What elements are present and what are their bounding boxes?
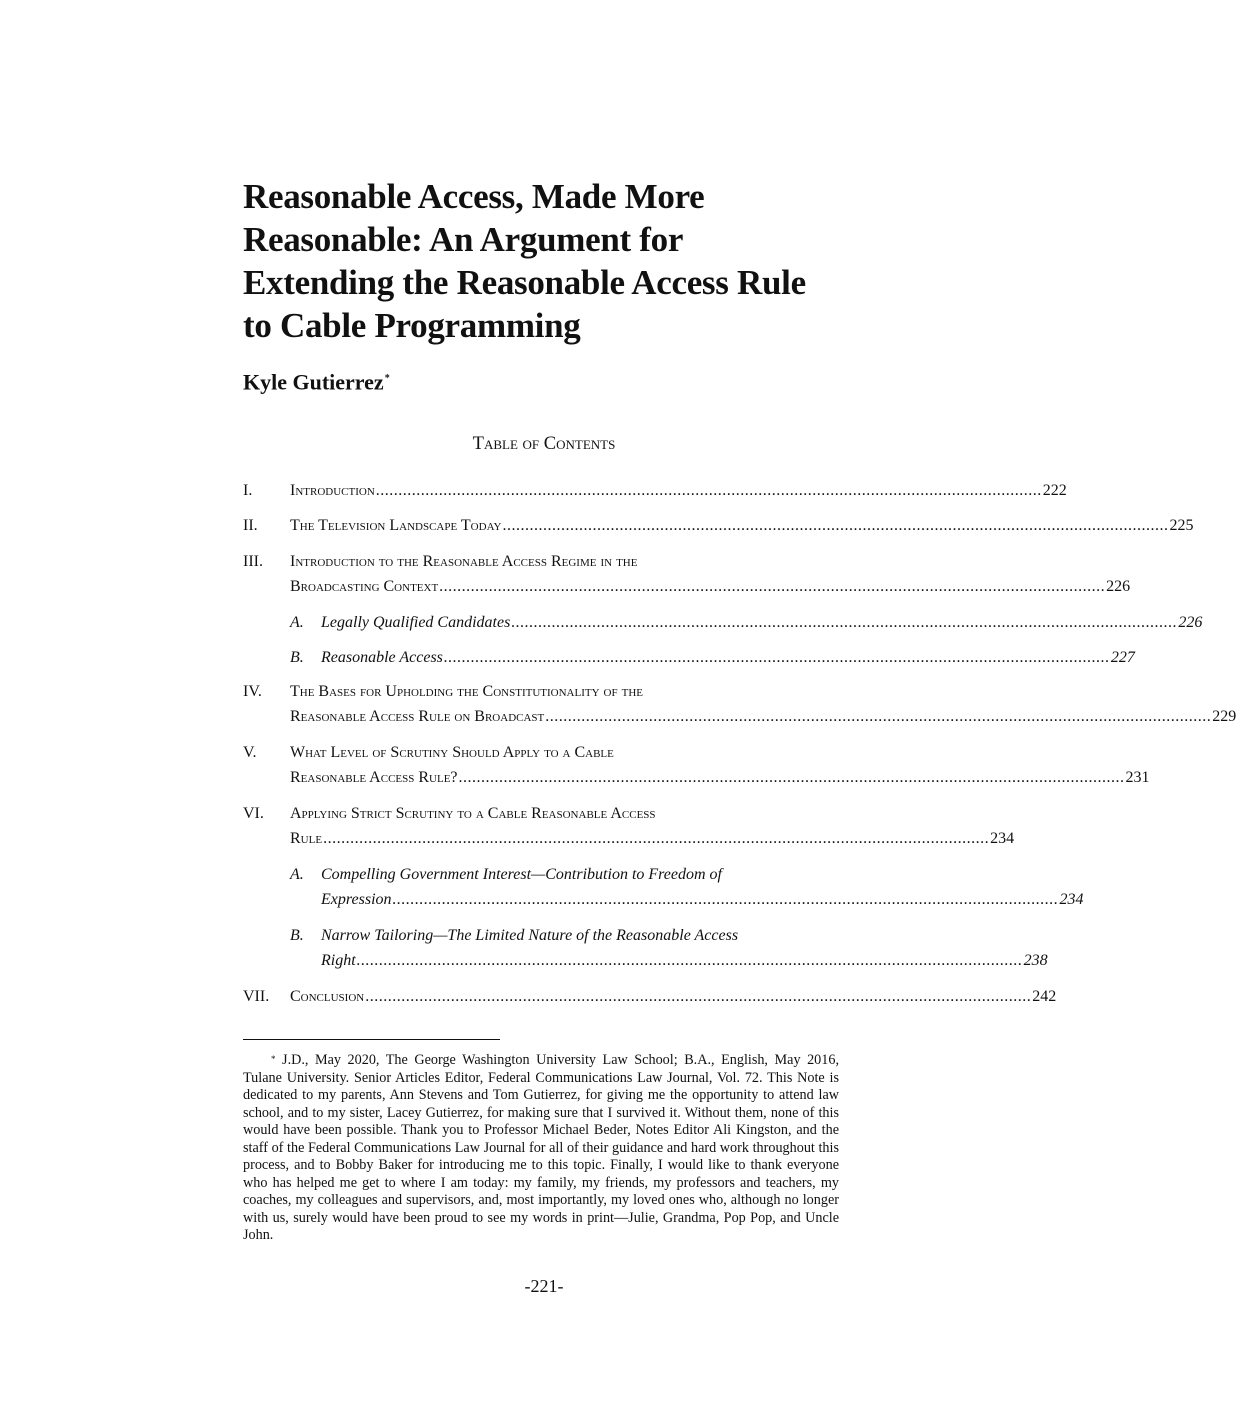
title-line: Reasonable: An Argument for (243, 220, 684, 259)
toc-entry-title: Reasonable Access Rule on Broadcast (290, 708, 545, 725)
toc-entry-number: II. (243, 517, 258, 534)
toc-entry-title-line: Applying Strict Scrutiny to a Cable Reasonable Access (290, 805, 656, 822)
page-number: -221- (524, 1276, 564, 1296)
toc-leader-dots: .................................................................................................................................................... (365, 988, 1032, 1005)
toc-entry-number: V. (243, 744, 257, 761)
toc-leader-dots: .................................................................................................................................................... (323, 830, 990, 847)
toc-leader-dots: .................................................................................................................................................... (502, 517, 1169, 534)
title-line: to Cable Programming (243, 306, 581, 345)
toc-entry-title: Rule (290, 830, 323, 847)
toc-entry-title-line: What Level of Scrutiny Should Apply to a Cable (290, 744, 614, 761)
toc-leader-dots: .................................................................................................................................................... (511, 614, 1178, 631)
toc-subentry-letter: B. (290, 927, 304, 944)
footnote-separator (243, 1039, 500, 1040)
toc-entry-title: Expression (321, 891, 392, 908)
toc-entry-title: Legally Qualified Candidates (321, 614, 511, 631)
author-byline (243, 365, 390, 396)
toc-entry-page: 234 (1059, 891, 1084, 908)
toc-entry-page: 225 (1169, 517, 1194, 534)
toc-entry-page: 242 (1032, 988, 1057, 1005)
toc-entry-title-line: Introduction to the Reasonable Access Regime in the (290, 553, 638, 570)
title-line: Extending the Reasonable Access Rule (243, 263, 806, 302)
toc-entry-title: Introduction (290, 482, 375, 499)
toc-entry-title: The Television Landscape Today (290, 517, 502, 534)
toc-leader-dots: .................................................................................................................................................... (375, 482, 1042, 499)
toc-subentry-letter: A. (290, 614, 304, 631)
toc-entry-title: Reasonable Access Rule? (290, 769, 458, 786)
toc-leader-dots: .................................................................................................................................................... (392, 891, 1059, 908)
footnote-mark: * (271, 1054, 276, 1064)
author-name: Kyle Gutierrez (243, 369, 384, 395)
toc-subentry-letter: A. (290, 866, 304, 883)
toc-entry-page: 234 (990, 830, 1015, 847)
toc-heading: Table of Contents (472, 434, 616, 454)
toc-entry-title: Reasonable Access (321, 649, 443, 666)
author-footnote-mark[interactable]: * (384, 373, 390, 384)
toc-entry-title-line: Narrow Tailoring—The Limited Nature of the Reasonable Access (321, 927, 739, 944)
toc-entry-page: 231 (1125, 769, 1150, 786)
article-title (243, 175, 863, 347)
toc-leader-dots: .................................................................................................................................................... (458, 769, 1125, 786)
title-line: Reasonable Access, Made More (243, 177, 705, 216)
toc-entry-page: 238 (1023, 952, 1048, 969)
toc-entry-page: 222 (1042, 482, 1067, 499)
footnote-text: J.D., May 2020, The George Washington University Law School; B.A., English, May 2016, Tulane University. Senior Articles Editor, Federal Communications Law Journal, Vol. 72. This Note is dedicated to my parents, Ann Stevens and Tom Gutierrez, for giving me the opportunity to attend law school, and to my sister, Lacey Gutierrez, for making sure that I survived it. Without them, none of this would have been possible. Thank you to Professor Michael Beder, Notes Editor Ali Kingston, and the staff of the Federal Communications Law Journal for all of their guidance and hard work throughout this process, and to Bobby Baker for introducing me to this topic. Finally, I would like to thank everyone who has helped me get to where I am today: my family, my friends, my professors and teachers, my coaches, my colleagues and supervisors, and, most importantly, my loved ones who, although no longer with us, surely would have been proud to see my words in print—Julie, Grandma, Pop Pop, and Uncle John. (243, 1052, 839, 1243)
toc-entry-page: 229 (1212, 708, 1236, 725)
toc-entry-title: Broadcasting Context (290, 578, 439, 595)
toc-entry-number: III. (243, 553, 263, 570)
toc-entry-title-line: The Bases for Upholding the Constitutionality of the (290, 683, 643, 700)
toc-leader-dots: .................................................................................................................................................... (443, 649, 1110, 666)
toc-entry-title: Right (321, 952, 356, 969)
toc-entry-page: 226 (1106, 578, 1131, 595)
toc-entry-number: I. (243, 482, 253, 499)
toc-subentry-letter: B. (290, 649, 304, 666)
toc-entry-title: Conclusion (290, 988, 365, 1005)
toc-entry-number: IV. (243, 683, 262, 700)
footnote (243, 1051, 839, 1245)
toc-leader-dots: .................................................................................................................................................... (356, 952, 1023, 969)
toc-entry-title-line: Compelling Government Interest—Contribution to Freedom of (321, 866, 722, 883)
toc-leader-dots: .................................................................................................................................................... (439, 578, 1106, 595)
toc-entry-page: 226 (1178, 614, 1203, 631)
toc-leader-dots: .................................................................................................................................................... (545, 708, 1212, 725)
toc-entry-number: VII. (243, 988, 270, 1005)
toc-entry-number: VI. (243, 805, 264, 822)
toc-entry-page: 227 (1110, 649, 1135, 666)
